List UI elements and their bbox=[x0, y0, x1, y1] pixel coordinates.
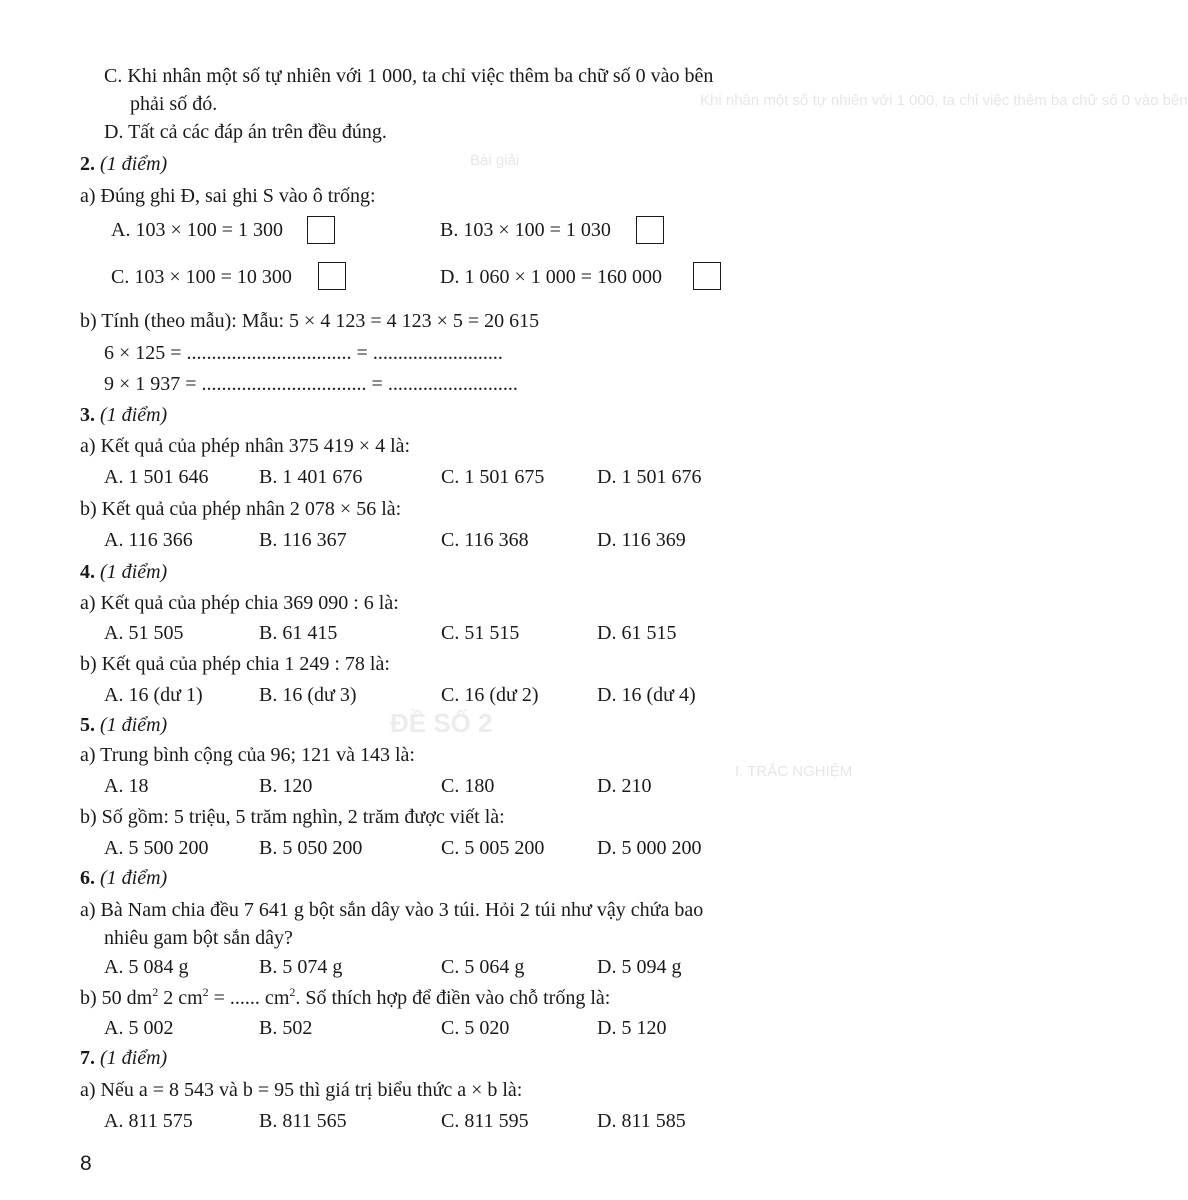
q4-b-option-c[interactable]: C. 16 (dư 2) bbox=[441, 684, 539, 706]
q6-heading bbox=[80, 866, 167, 890]
q7-heading bbox=[80, 1046, 167, 1070]
q6-a-option-c[interactable]: C. 5 064 g bbox=[441, 956, 525, 978]
q6-b-mid1: 2 cm bbox=[158, 987, 203, 1009]
q2-a-item-c: C. 103 × 100 = 10 300 bbox=[111, 266, 292, 288]
q5-a-option-c[interactable]: C. 180 bbox=[441, 775, 495, 797]
q4-number: 4. bbox=[80, 561, 95, 583]
q4-points: (1 điểm) bbox=[100, 561, 168, 583]
q6-a-option-b[interactable]: B. 5 074 g bbox=[259, 956, 343, 978]
q1-option-d: D. Tất cả các đáp án trên đều đúng. bbox=[104, 121, 387, 143]
q5-b-option-c[interactable]: C. 5 005 200 bbox=[441, 837, 545, 859]
q6-b-option-b[interactable]: B. 502 bbox=[259, 1017, 313, 1039]
q6-a-option-d[interactable]: D. 5 094 g bbox=[597, 956, 682, 978]
q4-part-a-text: a) Kết quả của phép chia 369 090 : 6 là: bbox=[80, 592, 399, 614]
q3-number: 3. bbox=[80, 404, 95, 426]
q2-points: (1 điểm) bbox=[100, 153, 168, 175]
q5-b-option-d[interactable]: D. 5 000 200 bbox=[597, 837, 702, 859]
q2-number: 2. bbox=[80, 153, 95, 175]
q2-b-exercise-2[interactable]: 9 × 1 937 = ................................. = .......................... bbox=[104, 373, 518, 395]
q4-heading bbox=[80, 560, 167, 584]
q6-part-a-line2: nhiêu gam bột sắn dây? bbox=[104, 927, 293, 949]
q6-part-a-line1: a) Bà Nam chia đều 7 641 g bột sắn dây vào 3 túi. Hỏi 2 túi như vậy chứa bao bbox=[80, 899, 704, 921]
q4-a-option-d[interactable]: D. 61 515 bbox=[597, 622, 677, 644]
q3-part-a-text: a) Kết quả của phép nhân 375 419 × 4 là: bbox=[80, 435, 411, 457]
q6-b-mid2: = ...... cm bbox=[208, 987, 290, 1009]
q4-a-option-a[interactable]: A. 51 505 bbox=[104, 622, 184, 644]
q6-points: (1 điểm) bbox=[100, 867, 168, 889]
q5-b-option-a[interactable]: A. 5 500 200 bbox=[104, 837, 209, 859]
q2-a-answer-box-b[interactable] bbox=[636, 216, 664, 244]
q6-b-post: . Số thích hợp để điền vào chỗ trống là: bbox=[295, 987, 611, 1009]
q3-heading bbox=[80, 403, 167, 427]
q2-a-answer-box-c[interactable] bbox=[318, 262, 346, 290]
q1-option-c-line2: phải số đó. bbox=[130, 93, 218, 115]
q3-a-option-c[interactable]: C. 1 501 675 bbox=[441, 466, 545, 488]
q2-a-item-b: B. 103 × 100 = 1 030 bbox=[440, 219, 611, 241]
q5-a-option-d[interactable]: D. 210 bbox=[597, 775, 652, 797]
q5-points: (1 điểm) bbox=[100, 714, 168, 736]
q2-a-item-a: A. 103 × 100 = 1 300 bbox=[111, 219, 284, 241]
q2-part-b-text: b) Tính (theo mẫu): Mẫu: 5 × 4 123 = 4 123 × 5 = 20 615 bbox=[80, 310, 540, 332]
bleed-text-3: ĐỀ SỐ 2 bbox=[390, 708, 493, 738]
q3-b-option-d[interactable]: D. 116 369 bbox=[597, 529, 686, 551]
q4-part-b-text: b) Kết quả của phép chia 1 249 : 78 là: bbox=[80, 653, 390, 675]
q4-a-option-c[interactable]: C. 51 515 bbox=[441, 622, 520, 644]
q3-part-b-text: b) Kết quả của phép nhân 2 078 × 56 là: bbox=[80, 498, 402, 520]
bleed-text-1: Khi nhân một số tự nhiên với 1 000, ta chỉ việc thêm ba chữ số 0 vào bên bbox=[700, 92, 1188, 109]
bleed-text-4: I. TRẮC NGHIỆM bbox=[735, 763, 853, 780]
q6-b-pre: b) 50 dm bbox=[80, 987, 153, 1009]
q5-a-option-a[interactable]: A. 18 bbox=[104, 775, 149, 797]
q2-b-exercise-1[interactable]: 6 × 125 = ................................. = .......................... bbox=[104, 342, 503, 364]
q4-b-option-b[interactable]: B. 16 (dư 3) bbox=[259, 684, 357, 706]
q2-heading bbox=[80, 152, 167, 176]
q6-b-option-c[interactable]: C. 5 020 bbox=[441, 1017, 510, 1039]
q7-a-option-c[interactable]: C. 811 595 bbox=[441, 1110, 529, 1132]
q2-a-answer-box-a[interactable] bbox=[307, 216, 335, 244]
q5-number: 5. bbox=[80, 714, 95, 736]
q2-part-a-text: a) Đúng ghi Đ, sai ghi S vào ô trống: bbox=[80, 185, 376, 207]
q7-part-a-text: a) Nếu a = 8 543 và b = 95 thì giá trị biểu thức a × b là: bbox=[80, 1079, 523, 1101]
q2-a-answer-box-d[interactable] bbox=[693, 262, 721, 290]
q3-b-option-b[interactable]: B. 116 367 bbox=[259, 529, 347, 551]
q3-b-option-a[interactable]: A. 116 366 bbox=[104, 529, 193, 551]
q3-a-option-b[interactable]: B. 1 401 676 bbox=[259, 466, 363, 488]
q4-a-option-b[interactable]: B. 61 415 bbox=[259, 622, 338, 644]
q6-b-exp-3: 2 bbox=[289, 985, 296, 999]
q7-points: (1 điểm) bbox=[100, 1047, 168, 1069]
q6-b-exp-2: 2 bbox=[202, 985, 209, 999]
q7-a-option-b[interactable]: B. 811 565 bbox=[259, 1110, 347, 1132]
q3-a-option-d[interactable]: D. 1 501 676 bbox=[597, 466, 702, 488]
q6-b-exp-1: 2 bbox=[152, 985, 159, 999]
bleed-text-2: Bài giải bbox=[470, 152, 520, 169]
q6-b-option-d[interactable]: D. 5 120 bbox=[597, 1017, 667, 1039]
q5-a-option-b[interactable]: B. 120 bbox=[259, 775, 313, 797]
q7-a-option-d[interactable]: D. 811 585 bbox=[597, 1110, 686, 1132]
q6-a-option-a[interactable]: A. 5 084 g bbox=[104, 956, 189, 978]
q4-b-option-d[interactable]: D. 16 (dư 4) bbox=[597, 684, 696, 706]
q2-a-item-d: D. 1 060 × 1 000 = 160 000 bbox=[440, 266, 663, 288]
q3-a-option-a[interactable]: A. 1 501 646 bbox=[104, 466, 209, 488]
page-number: 8 bbox=[80, 1152, 92, 1175]
q3-b-option-c[interactable]: C. 116 368 bbox=[441, 529, 529, 551]
q5-b-option-b[interactable]: B. 5 050 200 bbox=[259, 837, 363, 859]
q6-b-option-a[interactable]: A. 5 002 bbox=[104, 1017, 174, 1039]
q6-number: 6. bbox=[80, 867, 95, 889]
q5-part-a-text: a) Trung bình cộng của 96; 121 và 143 là: bbox=[80, 744, 415, 766]
q4-b-option-a[interactable]: A. 16 (dư 1) bbox=[104, 684, 203, 706]
q7-a-option-a[interactable]: A. 811 575 bbox=[104, 1110, 193, 1132]
q5-heading bbox=[80, 713, 167, 737]
q3-points: (1 điểm) bbox=[100, 404, 168, 426]
q6-part-b-text bbox=[80, 986, 610, 1010]
q7-number: 7. bbox=[80, 1047, 95, 1069]
q1-option-c-line1: C. Khi nhân một số tự nhiên với 1 000, ta chỉ việc thêm ba chữ số 0 vào bên bbox=[104, 65, 714, 87]
q5-part-b-text: b) Số gồm: 5 triệu, 5 trăm nghìn, 2 trăm được viết là: bbox=[80, 806, 505, 828]
